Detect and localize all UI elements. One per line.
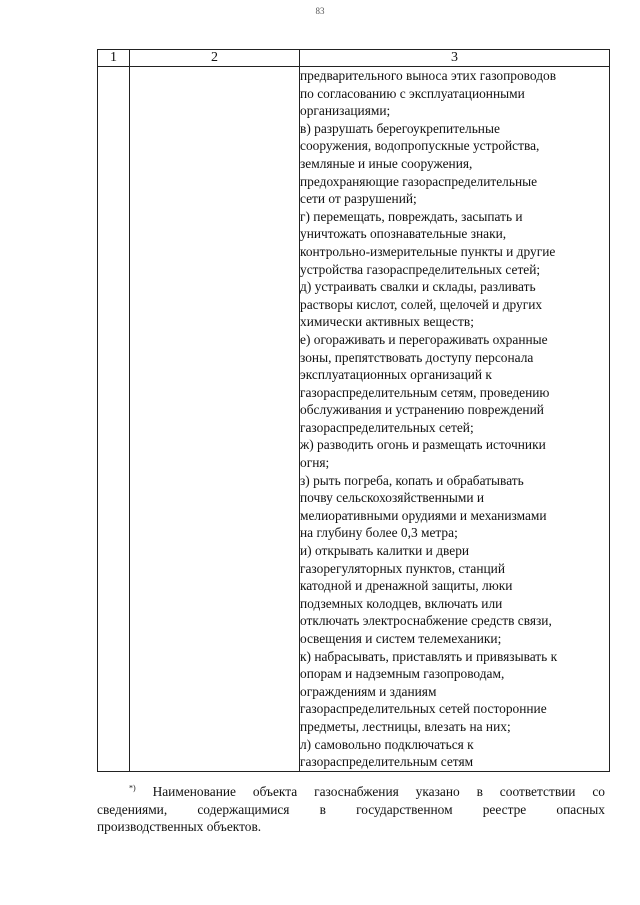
text-line: предметы, лестницы, влезать на них; bbox=[300, 718, 511, 734]
text-line: сети от разрушений; bbox=[300, 191, 417, 207]
text-line: почву сельскохозяйственными и bbox=[300, 490, 485, 506]
footnote-line-1 bbox=[97, 783, 605, 801]
text-line: е) огораживать и перегораживать охранные bbox=[300, 331, 548, 347]
text-line: в) разрушать берегоукрепительные bbox=[300, 120, 500, 136]
text-line: з) рыть погреба, копать и обрабатывать bbox=[300, 472, 524, 488]
text-line: освещения и систем телемеханики; bbox=[300, 631, 502, 646]
text-line: газорегуляторных пунктов, станций bbox=[300, 560, 506, 576]
table-header-row bbox=[98, 50, 610, 67]
text-line: к) набрасывать, приставлять и привязывать к bbox=[300, 648, 558, 664]
text-line: отключать электроснабжение средств связи, bbox=[300, 613, 552, 629]
text-line: опорам и надземным газопроводам, bbox=[300, 666, 505, 682]
text-line: катодной и дренажной защиты, люки bbox=[300, 578, 513, 594]
text-line: по согласованию с эксплуатационными bbox=[300, 85, 525, 101]
text-line: л) самовольно подключаться к bbox=[300, 736, 474, 752]
page-number: 83 bbox=[315, 6, 325, 16]
text-line: растворы кислот, солей, щелочей и других bbox=[300, 296, 543, 312]
regulation-table bbox=[97, 49, 610, 772]
text-line: устройства газораспределительных сетей; bbox=[300, 261, 541, 277]
column-header-1: 1 bbox=[98, 50, 130, 67]
text-line: предварительного выноса этих газопроводов bbox=[300, 68, 557, 83]
text-line: ж) разводить огонь и размещать источники bbox=[300, 437, 546, 453]
text-line: контрольно-измерительные пункты и другие bbox=[300, 243, 556, 259]
column-header-3: 3 bbox=[300, 50, 610, 67]
text-line: уничтожать опознавательные знаки, bbox=[300, 226, 507, 242]
text-line: газораспределительных сетей посторонние bbox=[300, 701, 547, 717]
footnote-line-2: сведениями, содержащимися в государственном реестре опасных bbox=[97, 801, 605, 817]
text-line: предохраняющие газораспределительные bbox=[300, 173, 538, 189]
text-line: огня; bbox=[300, 455, 330, 471]
text-line: газораспределительных сетей; bbox=[300, 419, 474, 435]
footnote bbox=[97, 783, 605, 836]
text-line: обслуживания и устранению повреждений bbox=[300, 402, 544, 418]
text-line: эксплуатационных организаций к bbox=[300, 367, 492, 383]
text-line: зоны, препятствовать доступу персонала bbox=[300, 349, 534, 365]
table-cell-col1 bbox=[98, 67, 130, 772]
footnote-marker: *) bbox=[129, 783, 136, 793]
text-line: д) устраивать свалки и склады, разливать bbox=[300, 279, 536, 295]
table-cell-col2 bbox=[130, 67, 300, 772]
text-line: ограждениям и зданиям bbox=[300, 683, 437, 699]
text-line: мелиоративными орудиями и механизмами bbox=[300, 507, 547, 523]
table-cell-col3 bbox=[300, 67, 610, 772]
footnote-text-1: Наименование объекта газоснабжения указано в соответствии со bbox=[152, 784, 605, 799]
text-line: подземных колодцев, включать или bbox=[300, 595, 503, 611]
column-header-2: 2 bbox=[130, 50, 300, 67]
text-line: на глубину более 0,3 метра; bbox=[300, 525, 458, 541]
footnote-line-3: производственных объектов. bbox=[97, 819, 262, 835]
table-row bbox=[98, 67, 610, 772]
text-line: химически активных веществ; bbox=[300, 314, 474, 330]
text-line: газораспределительным сетям bbox=[300, 754, 474, 770]
text-line: организациями; bbox=[300, 103, 391, 119]
text-line: газораспределительным сетям, проведению bbox=[300, 384, 550, 400]
text-line: земляные и иные сооружения, bbox=[300, 155, 473, 171]
text-line: г) перемещать, повреждать, засыпать и bbox=[300, 208, 523, 224]
text-line: сооружения, водопропускные устройства, bbox=[300, 138, 540, 154]
text-line: и) открывать калитки и двери bbox=[300, 543, 470, 559]
